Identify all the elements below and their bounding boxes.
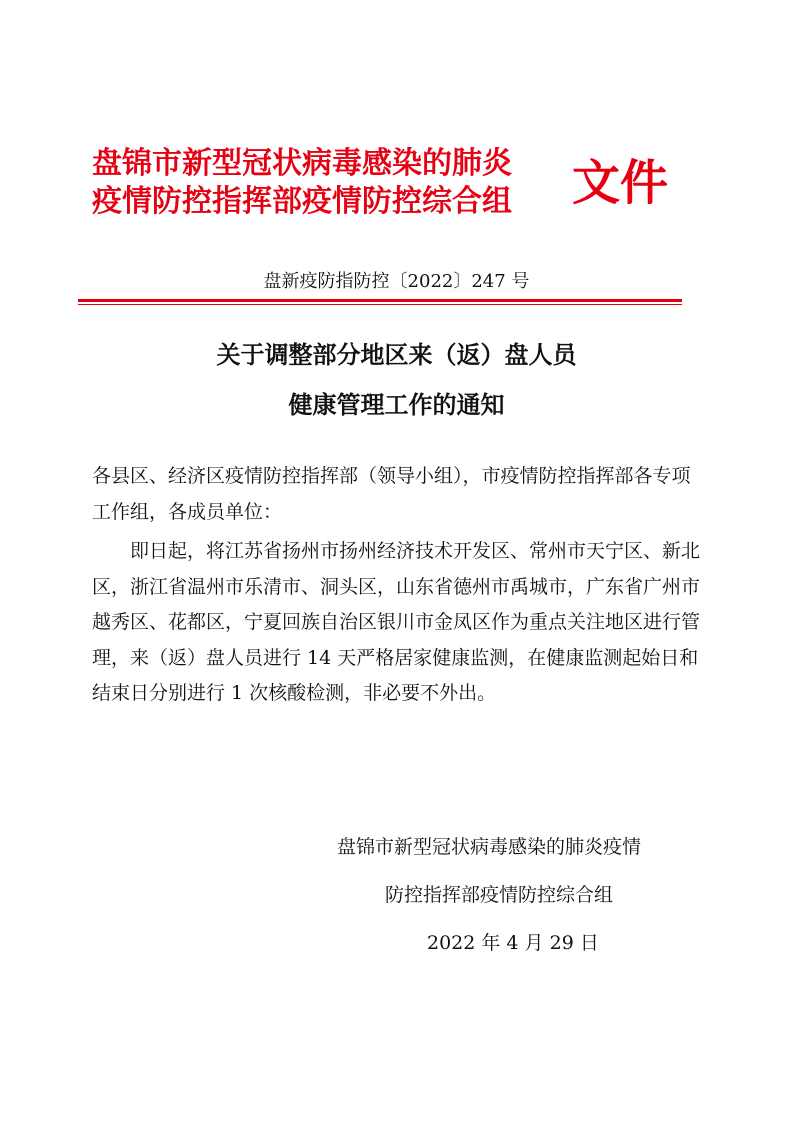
notice-body xyxy=(92,534,702,712)
issuing-org-line-2: 疫情防控指挥部疫情防控综合组 xyxy=(92,184,512,219)
document-number: 盘新疫防指防控〔2022〕247 号 xyxy=(263,271,530,292)
signature-date: 2022 年 4 月 29 日 xyxy=(427,932,599,954)
signature-org-line-1: 盘锦市新型冠状病毒感染的肺炎疫情 xyxy=(337,836,642,858)
signature-org-line-2: 防控指挥部疫情防控综合组 xyxy=(385,884,614,906)
red-divider-thick xyxy=(78,299,682,302)
document-header xyxy=(92,143,692,223)
red-divider-thin xyxy=(78,304,682,305)
notice-title-line-1: 关于调整部分地区来（返）盘人员 xyxy=(216,341,577,369)
issuing-org-line-1: 盘锦市新型冠状病毒感染的肺炎 xyxy=(92,146,512,181)
notice-title-line-2: 健康管理工作的通知 xyxy=(288,391,505,419)
notice-body-paragraph: 即日起，将江苏省扬州市扬州经济技术开发区、常州市天宁区、新北区，浙江省温州市乐清市、洞头区，山东省德州市禹城市，广东省广州市越秀区、花都区，宁夏回族自治区银川市金凤区作为重点关注地区进行管理，来（返）盘人员进行 14 天严格居家健康监测，在健康监测起始日和结束日分别进行 1 次核酸检测，非必要不外出。 xyxy=(92,540,701,705)
recipients-text: 各县区、经济区疫情防控指挥部（领导小组），市疫情防控指挥部各专项工作组，各成员单位： xyxy=(92,465,691,523)
wenjian-label: 文件 xyxy=(572,155,669,211)
recipients-block xyxy=(92,459,702,530)
